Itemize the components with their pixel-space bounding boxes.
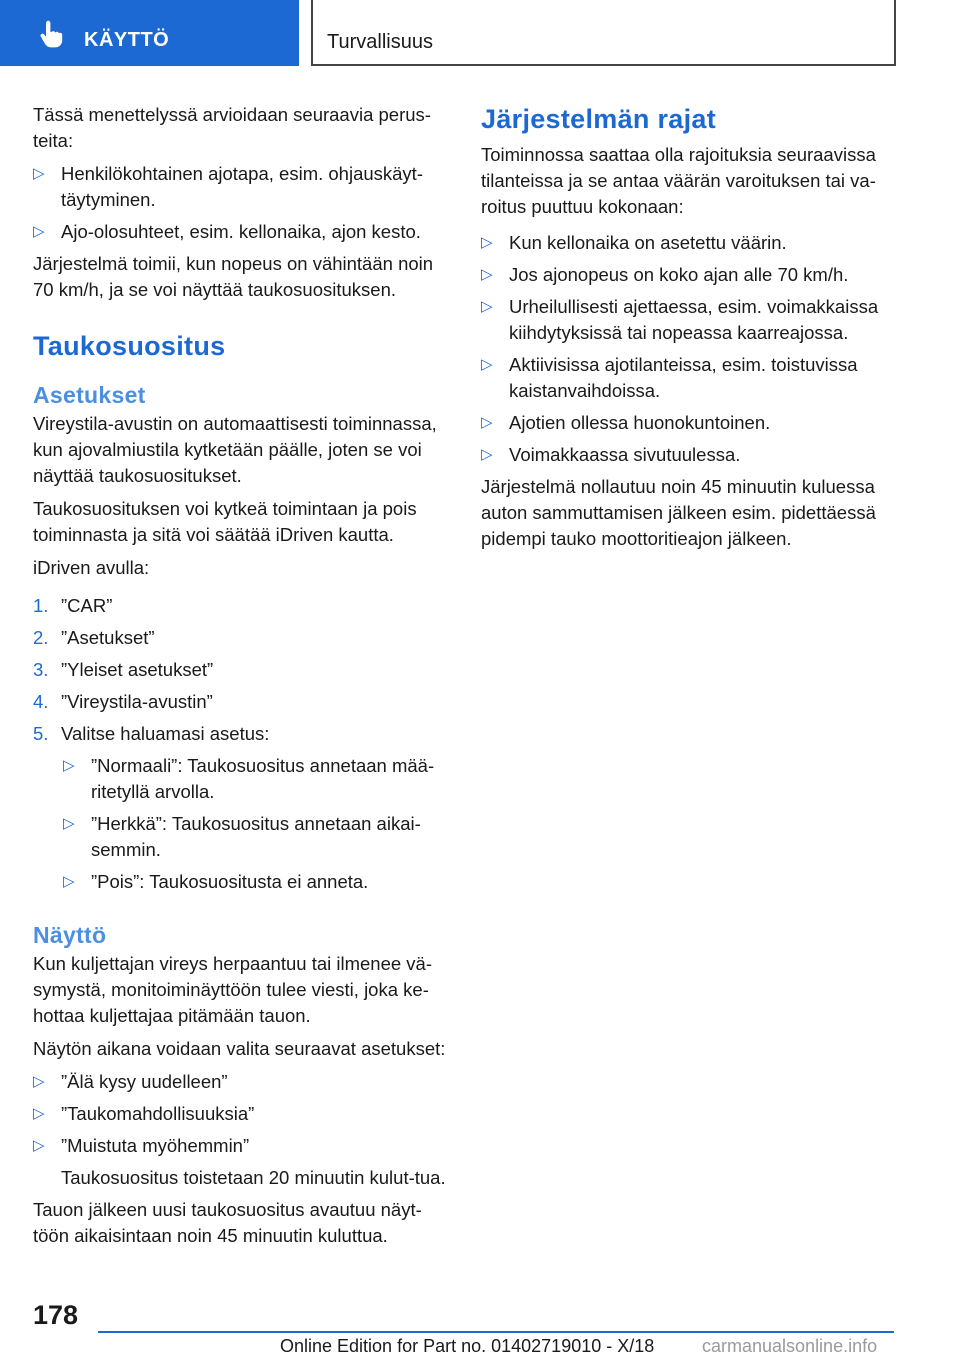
list-item: ▷ ”Pois”: Taukosuositusta ei anneta.	[63, 869, 451, 895]
list-item: ▷ Aktiivisissa ajotilanteissa, esim. toistuvissa kaistanvaihdoissa.	[481, 354, 858, 401]
page-number: 178	[33, 1300, 79, 1330]
watermark-text: carmanualsonline.info	[702, 1336, 878, 1356]
list-item: ▷ ”Taukomahdollisuuksia”	[33, 1101, 451, 1127]
triangle-bullet-icon: ▷	[481, 446, 493, 463]
list-item: ▷ Ajotien ollessa huonokuntoinen.	[481, 410, 896, 436]
paragraph: Toiminnossa saattaa olla rajoituksia seuraavissa tilanteissa ja se antaa väärän varoituksen tai va-roitus puuttuu kokonaan:	[481, 144, 876, 217]
triangle-bullet-icon: ▷	[33, 1105, 45, 1122]
paragraph: Taukosuosituksen voi kytkeä toimintaan ja pois toiminnasta ja sitä voi säätää iDriven kautta.	[33, 498, 417, 545]
heading-asetukset: Asetukset	[33, 382, 146, 408]
heading-jarjestelman-rajat: Järjestelmän rajat	[481, 104, 717, 134]
step-item: 1. ”CAR”	[33, 595, 113, 616]
section-title: Turvallisuus	[327, 31, 433, 53]
list-item: ▷ Ajo-olosuhteet, esim. kellonaika, ajon kesto.	[33, 219, 451, 245]
left-column	[33, 102, 451, 1256]
step-item: 4. ”Vireystila-avustin”	[33, 691, 213, 712]
heading-naytto: Näyttö	[33, 922, 107, 948]
triangle-bullet-icon: ▷	[481, 414, 493, 431]
triangle-bullet-icon: ▷	[63, 815, 75, 832]
triangle-bullet-icon: ▷	[481, 234, 493, 251]
list-item: ▷ Jos ajonopeus on koko ajan alle 70 km/h.	[481, 262, 896, 288]
heading-taukosuositus: Taukosuositus	[33, 331, 226, 361]
paragraph: Kun kuljettajan vireys herpaantuu tai ilmenee vä-symystä, monitoiminäyttöön tulee viesti, joka ke-hottaa kuljettajaa pitämään tauon.	[33, 953, 433, 1026]
intro-paragraph: Tässä menettelyssä arvioidaan seuraavia perus-teita:	[33, 104, 431, 151]
paragraph: Järjestelmä nollautuu noin 45 minuutin kuluessa auton sammuttamisen jälkeen esim. pidettäessä pidempi tauko moottoritieajon jälkeen.	[481, 476, 876, 549]
edition-text: Online Edition for Part no. 01402719010 - X/18	[280, 1336, 655, 1356]
triangle-bullet-icon: ▷	[481, 266, 493, 283]
triangle-bullet-icon: ▷	[63, 873, 75, 890]
triangle-bullet-icon: ▷	[481, 298, 493, 315]
list-item: ▷ ”Muistuta myöhemmin”	[33, 1133, 451, 1159]
paragraph: Näytön aikana voidaan valita seuraavat asetukset:	[33, 1038, 446, 1059]
list-item-note: Taukosuositus toistetaan 20 minuutin kulut-tua.	[61, 1167, 446, 1188]
footer-divider	[98, 1331, 894, 1333]
paragraph: Järjestelmä toimii, kun nopeus on vähintään noin 70 km/h, ja se voi näyttää taukosuosituksen.	[33, 253, 434, 300]
triangle-bullet-icon: ▷	[33, 1137, 45, 1154]
triangle-bullet-icon: ▷	[33, 165, 45, 182]
triangle-bullet-icon: ▷	[63, 757, 75, 774]
list-item: ▷ ”Herkkä”: Taukosuositus annetaan aikai-semmin.	[63, 813, 421, 860]
triangle-bullet-icon: ▷	[481, 356, 493, 373]
list-item: ▷ Voimakkaassa sivutuulessa.	[481, 442, 896, 468]
step-item: 5. Valitse haluamasi asetus:	[33, 723, 270, 744]
list-item: ▷ Urheilullisesti ajettaessa, esim. voimakkaissa kiihdytyksissä tai nopeassa kaarreajossa.	[481, 296, 879, 343]
list-item: ▷ ”Älä kysy uudelleen”	[33, 1069, 451, 1095]
step-item: 3. ”Yleiset asetukset”	[33, 659, 214, 680]
list-item: ▷ Henkilökohtainen ajotapa, esim. ohjauskäyt-täytyminen.	[33, 163, 423, 210]
section-header	[311, 0, 896, 66]
paragraph: Tauon jälkeen uusi taukosuositus avautuu näyt-töön aikaisintaan noin 45 minuutin kuluttua.	[33, 1199, 422, 1246]
chapter-tab-label: KÄYTTÖ	[84, 29, 170, 51]
triangle-bullet-icon: ▷	[33, 223, 45, 240]
step-item: 2. ”Asetukset”	[33, 627, 155, 648]
paragraph: iDriven avulla:	[33, 557, 150, 578]
list-item: ▷ ”Normaali”: Taukosuositus annetaan mää-ritetyllä arvolla.	[63, 755, 435, 802]
hand-pointer-icon	[36, 20, 66, 50]
right-column	[481, 102, 896, 559]
list-item: ▷ Kun kellonaika on asetettu väärin.	[481, 230, 896, 256]
triangle-bullet-icon: ▷	[33, 1073, 45, 1090]
paragraph: Vireystila-avustin on automaattisesti toiminnassa, kun ajovalmiustila kytketään päälle, joten se voi näyttää taukosuositukset.	[33, 413, 437, 486]
chapter-tab[interactable]	[0, 0, 299, 66]
